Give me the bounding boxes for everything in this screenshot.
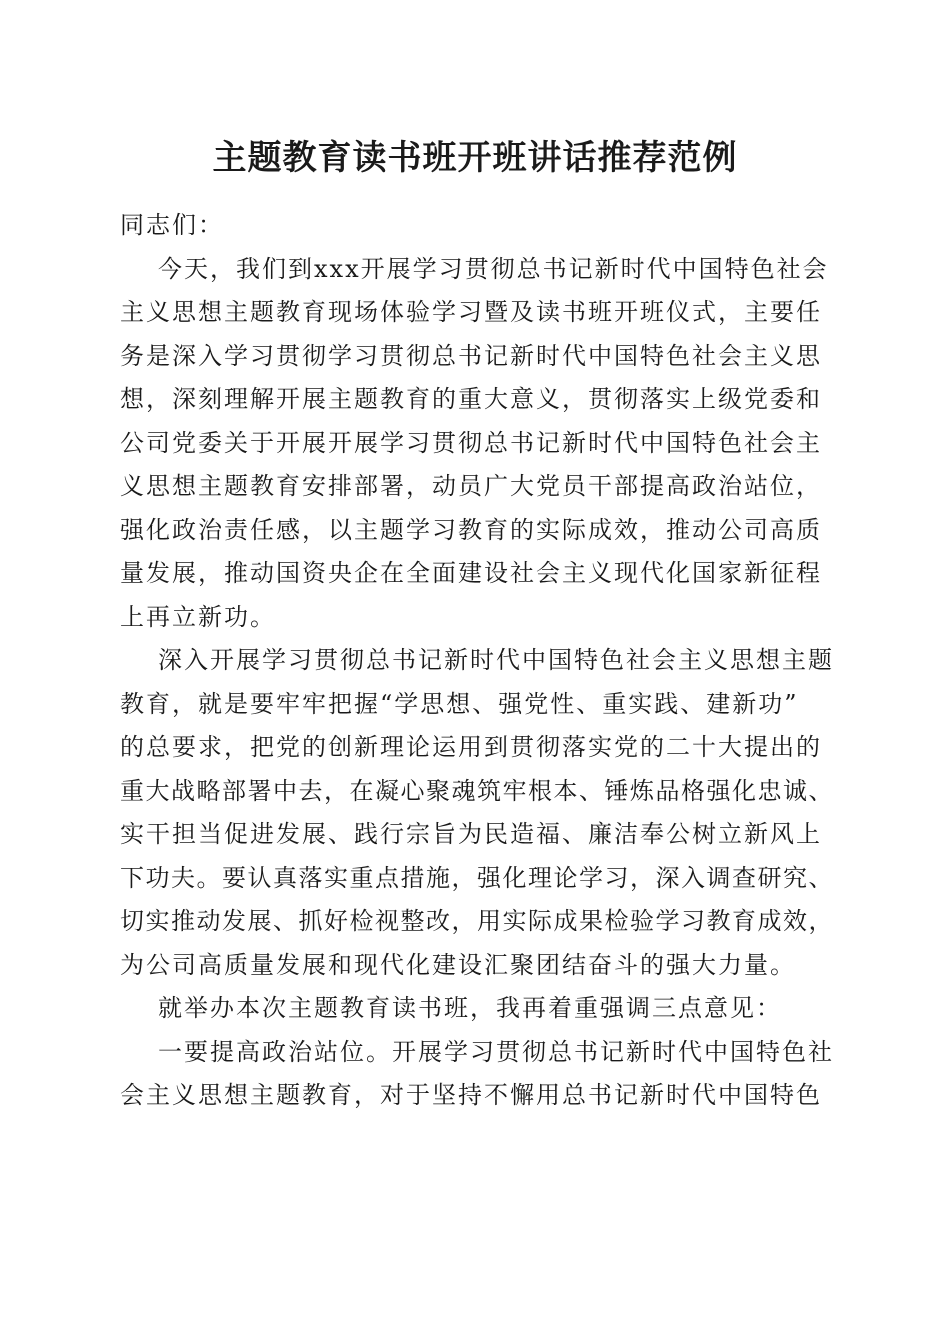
text-line: 实干担当促进发展、践行宗旨为民造福、廉洁奉公树立新风上 <box>120 820 822 848</box>
text-line: 下功夫。要认真落实重点措施，强化理论学习，深入调查研究、 <box>120 863 834 892</box>
document-title: 主题教育读书班开班讲话推荐范例 <box>212 138 738 178</box>
text-line: 强化政治责任感，以主题学习教育的实际成效，推动公司高质 <box>120 515 822 544</box>
text-line: 深入开展学习贯彻总书记新时代中国特色社会主义思想主题 <box>158 646 834 674</box>
text-line: 务是深入学习贯彻学习贯彻总书记新时代中国特色社会主义思 <box>120 341 822 370</box>
text-line: 主义思想主题教育现场体验学习暨及读书班开班仪式，主要任 <box>120 298 822 326</box>
text-line: 一要提高政治站位。开展学习贯彻总书记新时代中国特色社 <box>158 1037 834 1066</box>
text-line: 为公司高质量发展和现代化建设汇聚团结奋斗的强大力量。 <box>120 950 796 979</box>
text-line: 切实推动发展、抓好检视整改，用实际成果检验学习教育成效， <box>120 907 834 935</box>
text-line: 教育，就是要牢牢把握“学思想、强党性、重实践、建新功” <box>120 689 799 718</box>
text-line: 的总要求，把党的创新理论运用到贯彻落实党的二十大提出的 <box>120 733 822 761</box>
text-line: 今天，我们到xxx开展学习贯彻总书记新时代中国特色社会 <box>158 254 829 283</box>
text-line: 重大战略部署中去，在凝心聚魂筑牢根本、锤炼品格强化忠诚、 <box>120 776 834 805</box>
text-line: 同志们： <box>120 211 224 239</box>
text-line: 义思想主题教育安排部署，动员广大党员干部提高政治站位， <box>120 472 822 500</box>
text-line: 量发展，推动国资央企在全面建设社会主义现代化国家新征程 <box>120 559 822 587</box>
text-line: 会主义思想主题教育，对于坚持不懈用总书记新时代中国特色 <box>120 1081 822 1109</box>
text-line: 想，深刻理解开展主题教育的重大意义，贯彻落实上级党委和 <box>120 385 822 413</box>
document-body <box>120 204 836 1118</box>
text-line: 公司党委关于开展开展学习贯彻总书记新时代中国特色社会主 <box>120 428 822 457</box>
text-line: 上再立新功。 <box>120 602 276 631</box>
text-line: 就举办本次主题教育读书班，我再着重强调三点意见： <box>158 994 782 1022</box>
